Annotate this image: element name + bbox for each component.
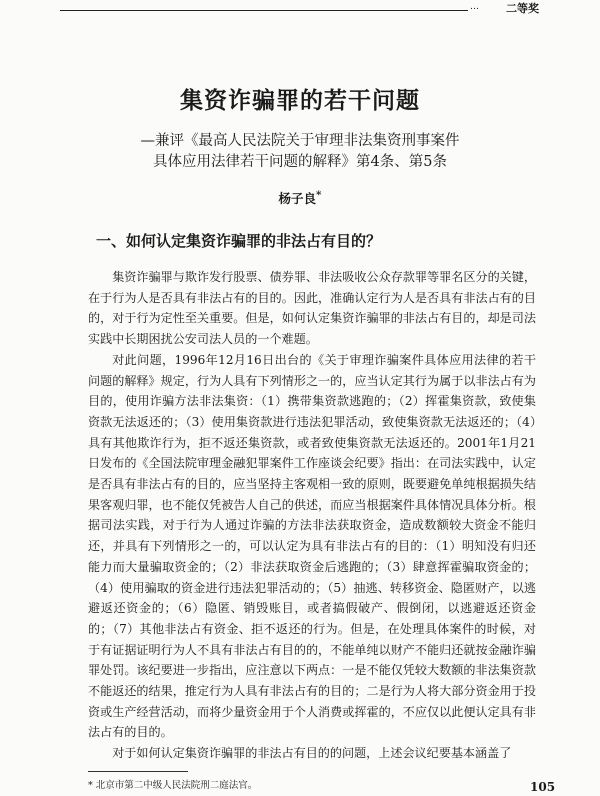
header-dots: … (470, 2, 480, 12)
paragraph-1: 集资诈骗罪与欺诈发行股票、债券罪、非法吸收公众存款罪等罪名区分的关键，在于行为人是否具有非法占有的目的。因此，准确认定行为人是否具有非法占有的目的，对于行为定性至关重要。但是，如何认定集资诈骗罪的非法占有目的，却是司法实践中长期困扰公安司法人员的一个难题。 (88, 270, 536, 347)
author-footnote-mark: * (316, 189, 322, 201)
header-rule (60, 10, 468, 11)
award-label: 二等奖 (506, 2, 539, 15)
footnote-rule (88, 771, 188, 772)
author (0, 189, 600, 207)
paragraph-2: 对此问题，1996年12月16日出台的《关于审理诈骗案件具体应用法律的若干问题的解释》规定，行为人具有下列情形之一的，应当认定其行为属于以非法占有为目的，使用诈骗方法非法集资：（1）携带集资款逃跑的；（2）挥霍集资款，致使集资款无法返还的；（3）使用集资款进行违法犯罪活动，致使集资款无法返还的；（4）具有其他欺诈行为，拒不返还集资款，或者致使集资款无法返还的。2001年1月21日发布的《全国法院审理金融犯罪案件工作座谈会纪要》指出：在司法实践中，认定是否具有非法占有的目的，应当坚持主客观相一致的原则，既要避免单纯根据损失结果客观归罪，也不能仅凭被告人自己的供述，而应当根据案件具体情况具体分析。根据司法实践，对于行为人通过诈骗的方法非法获取资金，造成数额较大资金不能归还，并具有下列情形之一的，可以认定为具有非法占有的目的：（1）明知没有归还能力而大量骗取资金的；（2）非法获取资金后逃跑的；（3）肆意挥霍骗取资金的；（4）使用骗取的资金进行违法犯罪活动的；（5）抽逃、转移资金、隐匿财产，以逃避返还资金的；（6）隐匿、销毁账目，或者搞假破产、假倒闭，以逃避返还资金的；（7）其他非法占有资金、拒不返还的行为。但是，在处理具体案件的时候，对于有证据证明行为人不具有非法占有目的的，不能单纯以财产不能归还就按金融诈骗罪处罚。该纪要进一步指出，应注意以下两点：一是不能仅凭较大数额的非法集资款不能返还的结果，推定行为人具有非法占有的目的；二是行为人将大部分资金用于投资或生产经营活动，而将少量资金用于个人消费或挥霍的，不应仅以此便认定具有非法占有的目的。 (88, 352, 536, 740)
subtitle-line-1: —兼评《最高人民法院关于审理非法集资刑事案件 (140, 133, 460, 149)
body-text (88, 267, 536, 764)
author-name: 杨子良 (278, 191, 317, 207)
subtitle-line-2: 具体应用法律若干问题的解释》第4条、第5条 (153, 154, 447, 170)
page-number: 105 (530, 780, 556, 794)
article-subtitle (0, 131, 600, 173)
article-title: 集资诈骗罪的若干问题 (180, 88, 420, 114)
section-heading: 一、如何认定集资诈骗罪的非法占有目的？ (96, 232, 382, 250)
footnote: * 北京市第二中级人民法院刑二庭法官。 (88, 780, 258, 791)
paragraph-3: 对于如何认定集资诈骗罪的非法占有目的的问题，上述会议纪要基本涵盖了 (112, 746, 512, 761)
